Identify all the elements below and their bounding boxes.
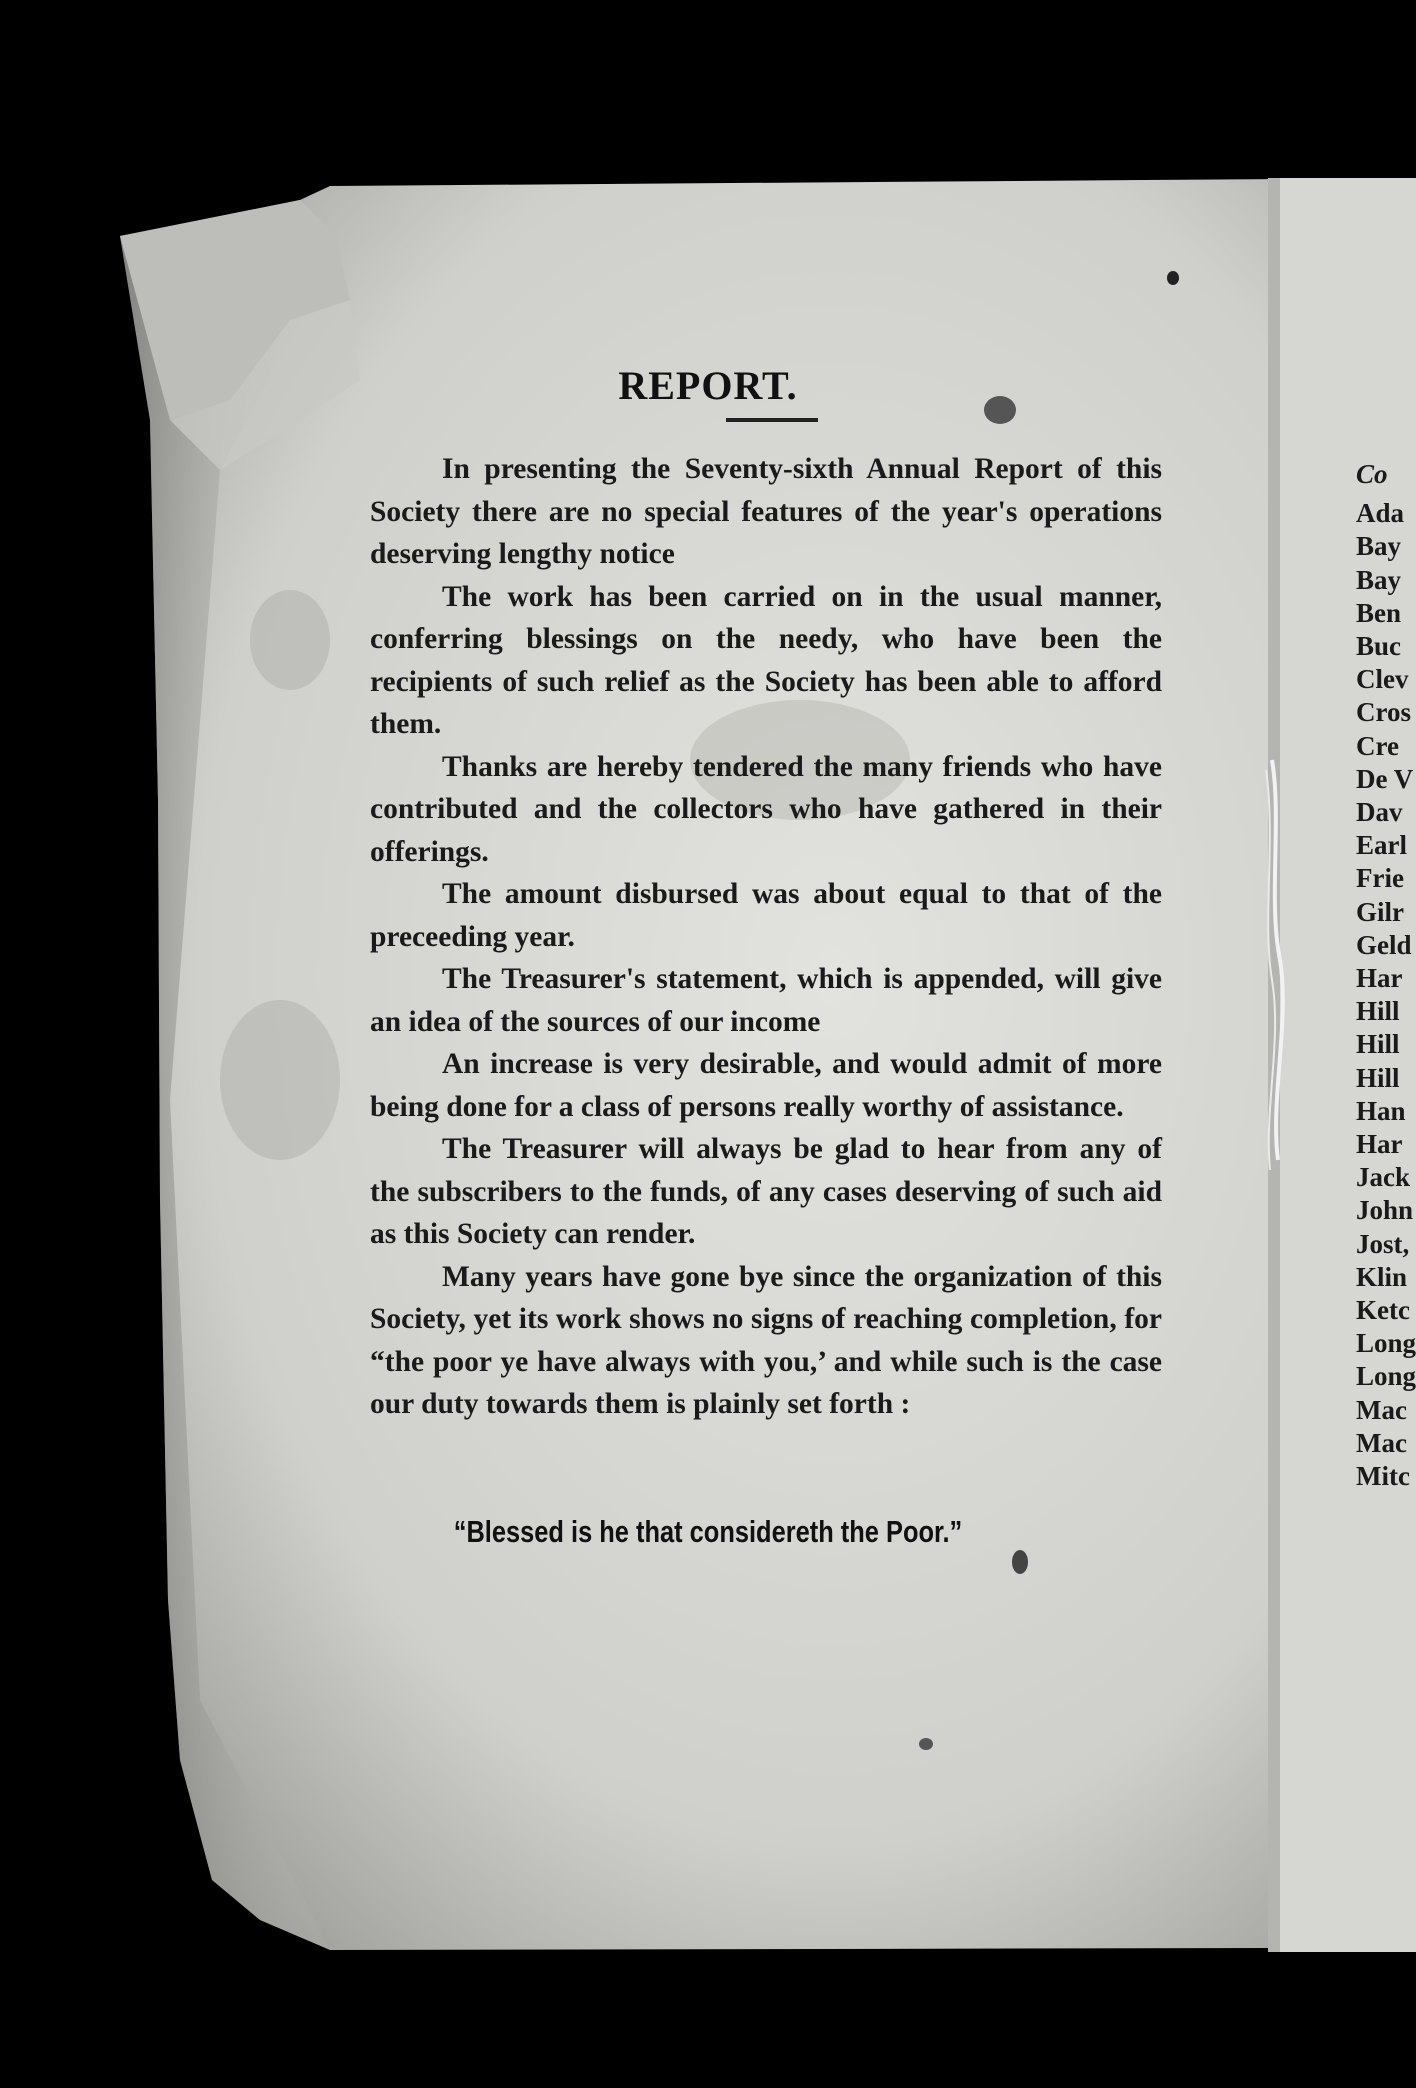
paragraph: The Treasurer's statement, which is appended, will give an idea of the sources of our income bbox=[370, 963, 1162, 1038]
report-title: REPORT. bbox=[618, 363, 798, 408]
list-item: Earl bbox=[1356, 830, 1407, 861]
list-item: Hill bbox=[1356, 1062, 1400, 1093]
paragraph: The Treasurer will always be glad to hear from any of the subscribers to the funds, of any cases deserving of such aid as this Society can render. bbox=[370, 1133, 1162, 1250]
list-item: Cre bbox=[1356, 730, 1399, 761]
adjacent-page-heading: Co bbox=[1356, 459, 1388, 489]
list-item: Har bbox=[1356, 1129, 1403, 1160]
list-item: Jost, bbox=[1356, 1228, 1410, 1259]
list-item: John bbox=[1356, 1195, 1414, 1226]
list-item: Clev bbox=[1356, 664, 1409, 695]
list-item: Long bbox=[1356, 1361, 1416, 1392]
list-item: Hill bbox=[1356, 996, 1400, 1027]
list-item: Ada bbox=[1356, 498, 1405, 529]
list-item: Dav bbox=[1356, 797, 1403, 828]
adjacent-page-list bbox=[1356, 458, 1416, 1493]
list-item: Long bbox=[1356, 1328, 1416, 1359]
list-item: De V bbox=[1356, 763, 1414, 794]
paragraph: In presenting the Seventy-sixth Annual Report of this Society there are no special features of the year's operations deserving lengthy notice bbox=[370, 453, 1162, 570]
list-item: Bay bbox=[1356, 564, 1402, 595]
paragraph: The amount disbursed was about equal to that of the preceeding year. bbox=[370, 878, 1162, 953]
list-item: Hill bbox=[1356, 1029, 1400, 1060]
title-divider bbox=[726, 418, 818, 422]
list-item: Mitc bbox=[1356, 1461, 1410, 1492]
paragraph: Many years have gone bye since the organization of this Society, yet its work shows no signs of reaching completion, for “the poor ye have always with you,’ and while such is the case our duty towards them is plainly set forth : bbox=[370, 1260, 1162, 1420]
paragraph: An increase is very desirable, and would admit of more being done for a class of persons really worthy of assistance. bbox=[370, 1048, 1162, 1123]
adjacent-page-entries bbox=[1356, 497, 1416, 1493]
paragraph: The work has been carried on in the usual manner, conferring blessings on the needy, who have been the recipients of such relief as the Society has been able to afford them. bbox=[370, 580, 1162, 740]
list-item: Bay bbox=[1356, 531, 1402, 562]
list-item: Har bbox=[1356, 963, 1403, 994]
list-item: Frie bbox=[1356, 863, 1404, 894]
list-item: Jack bbox=[1356, 1162, 1410, 1193]
list-item: Geld bbox=[1356, 929, 1412, 960]
report-body bbox=[370, 448, 1162, 1426]
list-item: Cros bbox=[1356, 697, 1412, 728]
list-item: Klin bbox=[1356, 1261, 1408, 1292]
closing-quote: “Blessed is he that considereth the Poor.” bbox=[453, 1514, 963, 1549]
paragraph: Thanks are hereby tendered the many friends who have contributed and the collectors who have gathered in their offerings. bbox=[370, 750, 1162, 868]
list-item: Mac bbox=[1356, 1427, 1407, 1458]
list-item: Gilr bbox=[1356, 896, 1404, 927]
list-item: Buc bbox=[1356, 631, 1402, 662]
list-item: Han bbox=[1356, 1095, 1406, 1126]
list-item: Mac bbox=[1356, 1394, 1407, 1425]
list-item: Ben bbox=[1356, 597, 1402, 628]
list-item: Ketc bbox=[1356, 1295, 1410, 1326]
